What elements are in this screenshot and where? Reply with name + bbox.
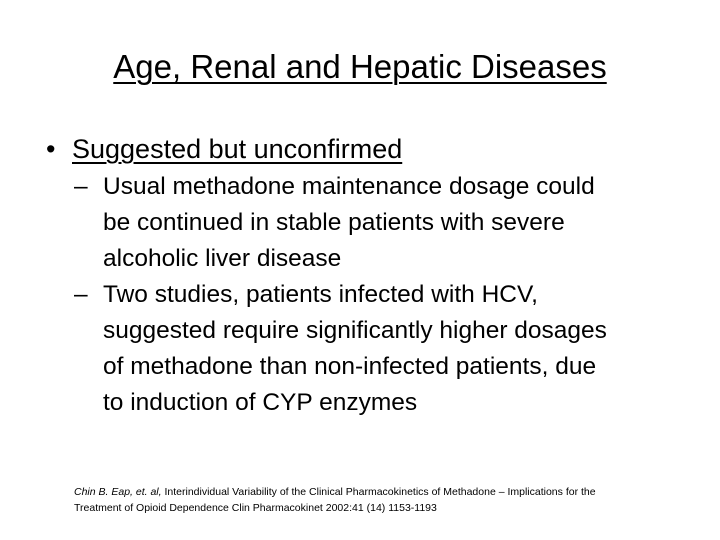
sub-bullet-text [103,169,703,277]
text-line: suggested require significantly higher dosages [103,317,607,344]
slide-title: Age, Renal and Hepatic Diseases [113,48,607,85]
text-line: be continued in stable patients with severe [103,209,565,236]
text-line: Two studies, patients infected with HCV, [103,281,538,308]
sub-bullet-marker: – [74,173,88,200]
sub-bullet-1 [74,169,714,277]
citation-line-1 [74,484,684,500]
sub-bullet-2 [74,277,714,421]
sub-bullet-text [103,277,703,421]
text-line: to induction of CYP enzymes [103,389,418,416]
citation-authors: Chin B. Eap, et. al, [74,486,162,498]
citation-title: Interindividual Variability of the Clinical Pharmacokinetics of Methadone – Implications for the [161,486,596,498]
text-line: of methadone than non-infected patients, due [103,353,597,380]
text-line: alcoholic liver disease [103,245,342,272]
citation-line-2: Treatment of Opioid Dependence Clin Pharmacokinet 2002:41 (14) 1153-1193 [74,502,437,514]
bullet-item [46,131,402,167]
text-line: Usual methadone maintenance dosage could [103,173,595,200]
citation [74,484,684,516]
bullet-marker: • [46,134,56,164]
bullet-text: Suggested but unconfirmed [72,134,403,164]
sub-bullet-marker: – [74,281,88,308]
